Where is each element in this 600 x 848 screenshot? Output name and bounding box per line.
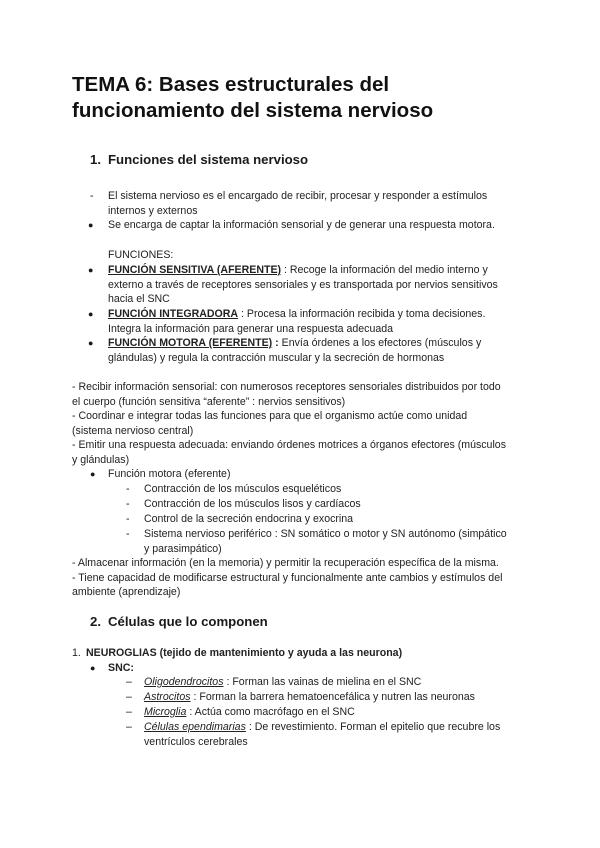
closing-paragraph <box>72 556 502 600</box>
subdash-marker: – <box>126 721 132 733</box>
function-desc: hacia el SNC <box>108 293 170 306</box>
paragraph-line: el cuerpo (función sensitiva “aferente” : nervios sensitivos) <box>72 395 346 408</box>
dash-item-line: internos y externos <box>108 204 198 217</box>
function-sep: : <box>272 337 282 349</box>
motor-subitem-line: y parasimpático) <box>144 542 222 555</box>
subdash-marker: – <box>126 676 132 688</box>
cell-desc: : De revestimiento. Forman el epitelio que recubre los <box>245 721 501 733</box>
bullet-marker: ● <box>88 338 94 348</box>
subdash-marker: - <box>126 528 130 540</box>
paragraph-line: ambiente (aprendizaje) <box>72 586 181 599</box>
function-sep: : <box>238 308 247 320</box>
cell-name: Oligodendrocitos <box>144 676 224 688</box>
dash-marker: - <box>90 190 94 202</box>
cell-desc: : Forman las vainas de mielina en el SNC <box>223 676 422 688</box>
cell-desc: ventrículos cerebrales <box>144 735 248 748</box>
function-motora <box>108 336 481 365</box>
function-sep: : <box>281 264 290 276</box>
funciones-label: FUNCIONES: <box>108 249 174 261</box>
function-integradora <box>108 307 485 336</box>
motor-subitem: Control de la secreción endocrina y exocrina <box>144 513 354 525</box>
bullet-marker: ● <box>90 469 96 479</box>
dash-item <box>108 189 487 218</box>
function-name: FUNCIÓN SENSITIVA (AFERENTE) <box>108 264 282 276</box>
section-1-number: 1. <box>90 152 101 167</box>
motor-subitem <box>144 527 507 556</box>
snc-label: SNC: <box>108 662 134 674</box>
bullet-marker: ● <box>88 265 94 275</box>
neuroglias-number: 1. <box>72 647 81 659</box>
function-name: FUNCIÓN MOTORA (EFERENTE) <box>108 337 273 349</box>
paragraph-line: - Almacenar información (en la memoria) y permitir la recuperación específica de la misma. <box>72 557 499 569</box>
motor-subitem-line: Sistema nervioso periférico : SN somático o motor y SN autónomo (simpático <box>144 528 507 540</box>
bullet-item: Se encarga de captar la información sensorial y de generar una respuesta motora. <box>108 219 495 231</box>
bullet-marker: ● <box>88 309 94 319</box>
function-desc: Integra la información para generar una respuesta adecuada <box>108 322 394 335</box>
section-2-heading <box>90 614 268 629</box>
cell-name: Microglia <box>144 706 187 718</box>
motor-bullet: Función motora (eferente) <box>108 468 231 480</box>
cell-name: Células ependimarias <box>144 721 246 733</box>
page-title <box>72 72 542 124</box>
subdash-marker: - <box>126 483 130 495</box>
cell-desc: : Forman la barrera hematoencefálica y nutren las neuronas <box>190 691 475 703</box>
paragraph-line: - Recibir información sensorial: con numerosos receptores sensoriales distribuidos por todo <box>72 381 501 393</box>
subdash-marker: – <box>126 691 132 703</box>
function-name: FUNCIÓN INTEGRADORA <box>108 308 239 320</box>
neuroglias-heading <box>72 646 402 661</box>
function-desc: Envía órdenes a los efectores (músculos y <box>281 337 482 349</box>
bullet-marker: ● <box>88 220 94 230</box>
cell-microglia <box>144 705 355 720</box>
title-line-2: funcionamiento del sistema nervioso <box>72 99 434 122</box>
section-1-heading <box>90 152 308 167</box>
motor-subitem: Contracción de los músculos lisos y cardíacos <box>144 498 361 510</box>
function-desc: glándulas) y regula la contracción muscular y la secreción de hormonas <box>108 351 445 364</box>
functions-paragraph <box>72 380 506 468</box>
section-2-number: 2. <box>90 614 101 629</box>
function-sensitiva <box>108 263 498 307</box>
neuroglias-title: NEUROGLIAS (tejido de mantenimiento y ayuda a las neurona) <box>86 647 403 659</box>
cell-ependimarias <box>144 720 500 749</box>
cell-desc: : Actúa como macrófago en el SNC <box>186 706 355 718</box>
paragraph-line: - Tiene capacidad de modificarse estructural y funcionalmente ante cambios y estímulos del <box>72 571 503 584</box>
subdash-marker: - <box>126 513 130 525</box>
title-line-1: TEMA 6: Bases estructurales del <box>72 73 390 96</box>
paragraph-line: - Coordinar e integrar todas las funciones para que el organismo actúe como unidad <box>72 410 468 423</box>
cell-name: Astrocitos <box>144 691 191 703</box>
subdash-marker: – <box>126 706 132 718</box>
function-desc: Procesa la información recibida y toma decisiones. <box>246 308 486 320</box>
function-desc: externo a través de receptores sensoriales y es transportada por nervios sensitivos <box>108 278 498 291</box>
bullet-marker: ● <box>90 663 96 673</box>
cell-astrocitos <box>144 690 475 705</box>
dash-item-line: El sistema nervioso es el encargado de recibir, procesar y responder a estímulos <box>108 190 488 202</box>
section-2-title: Células que lo componen <box>108 614 268 629</box>
cell-oligodendrocitos <box>144 675 421 690</box>
paragraph-line: - Emitir una respuesta adecuada: enviando órdenes motrices a órganos efectores (músculos <box>72 439 506 452</box>
paragraph-line: y glándulas) <box>72 453 130 466</box>
motor-subitem: Contracción de los músculos esqueléticos <box>144 483 342 495</box>
section-1-title: Funciones del sistema nervioso <box>108 152 309 167</box>
function-desc: Recoge la información del medio interno y <box>289 264 488 276</box>
paragraph-line: (sistema nervioso central) <box>72 424 194 437</box>
subdash-marker: - <box>126 498 130 510</box>
